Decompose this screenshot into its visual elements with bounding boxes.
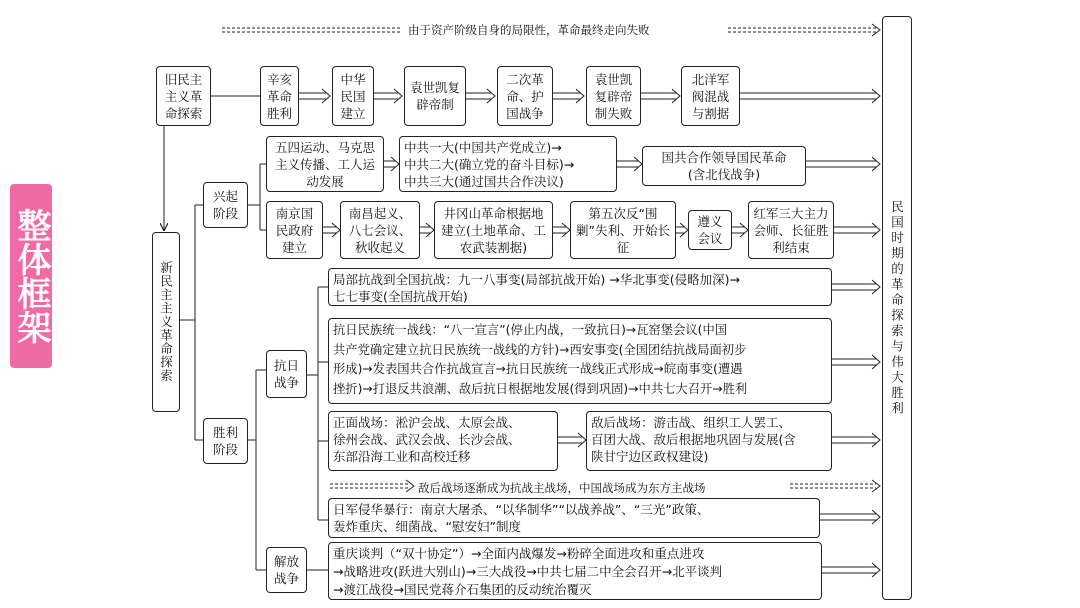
war-rear-battle-box: 敌后战场：游击战、组织工人罢工、 百团大战、敌后根据地巩固与发展(含 陕甘宁边区政权建设) xyxy=(586,411,832,471)
old-step-5: 袁世凯复辟帝制失败 xyxy=(586,66,641,126)
final-result-text: 民国时期的革命探索与伟大胜利 xyxy=(889,199,905,417)
top-note: 由于资产阶级自身的局限性，革命最终走向失败 xyxy=(408,23,650,37)
war-label: 抗日战争 xyxy=(266,350,307,398)
rise-row2-box3: 井冈山革命根据地建立(土地革命、工农武装割据) xyxy=(434,201,553,259)
rise-row1-box1: 五四运动、马克思主义传播、工人运动发展 xyxy=(266,136,384,192)
rise-row2-box5: 遵义会议 xyxy=(688,210,732,250)
war-local-to-full-box: 局部抗战到全国抗战：九一八事变(局部抗战开始) →华北事变(侵略加深)→ 七七事变(全国抗战开始) xyxy=(328,268,832,306)
liberation-label: 解放战争 xyxy=(266,547,307,593)
old-step-6: 北洋军阀混战与割据 xyxy=(681,66,740,126)
mid-note: 敌后战场逐渐成为抗战主战场，中国战场成为东方主战场 xyxy=(418,481,706,495)
rise-stage-label: 兴起阶段 xyxy=(203,182,248,228)
rise-row2-box4: 第五次反“围剿”失利、开始长征 xyxy=(570,201,676,259)
war-united-front-box: 抗日民族统一战线：“八一宣言”(停止内战，一致抗日)→瓦窑堡会议(中国 共产党确定建立抗日民族统一战线的方针)→西安事变(全国团结抗战局面初步 形成)→发表国共合作抗战宣言→抗日民族统一战线正式形成→皖南事变(遭遇 挫折)→打退反共浪潮、敌后抗日根据地发展(得到巩固)→中共七大召开→胜利 xyxy=(328,318,832,404)
war-japan-atrocity-box: 日军侵华暴行：南京大屠杀、“以华制华”“以战养战”、“三光”政策、 轰炸重庆、细菌战、“慰安妇”制度 xyxy=(328,498,820,538)
old-revolution-title: 旧民主主义革命探索 xyxy=(156,66,211,126)
rise-row2-box1: 南京国民政府建立 xyxy=(266,201,323,259)
rise-row1-box3: 国共合作领导国民革命 (含北伐战争) xyxy=(642,146,806,186)
liberation-box: 重庆谈判（“双十协定”）→全面内战爆发→粉碎全面进攻和重点进攻 →战略进攻(跃进大别山)→三大战役→中共七届二中全会召开→北平谈判 →渡江战役→国民党蒋介石集团的反动统治覆灭 xyxy=(328,542,822,600)
victory-stage-label: 胜利阶段 xyxy=(203,418,248,464)
old-step-3: 袁世凯复辟帝制 xyxy=(404,66,466,126)
new-revolution-title-text: 新民主主义革命探索 xyxy=(158,261,174,383)
war-front-battle-box: 正面战场：淞沪会战、太原会战、 徐州会战、武汉会战、长沙会战、 东部沿海工业和高校迁移 xyxy=(328,411,558,471)
rise-row1-box2: 中共一大(中国共产党成立)→ 中共二大(确立党的奋斗目标)→ 中共三大(通过国共合作决议) xyxy=(399,136,617,192)
old-step-2: 中华民国建立 xyxy=(332,66,374,126)
new-revolution-title xyxy=(152,232,180,412)
rise-row2-box6: 红军三大主力会师、长征胜利结束 xyxy=(748,201,834,259)
rise-row2-box2: 南昌起义、八七会议、秋收起义 xyxy=(340,201,420,259)
old-step-4: 二次革命、护国战争 xyxy=(497,66,553,126)
final-result-box xyxy=(882,16,912,600)
old-step-1: 辛亥革命胜利 xyxy=(260,66,299,126)
overall-framework-text: 整体框架 xyxy=(11,208,51,344)
